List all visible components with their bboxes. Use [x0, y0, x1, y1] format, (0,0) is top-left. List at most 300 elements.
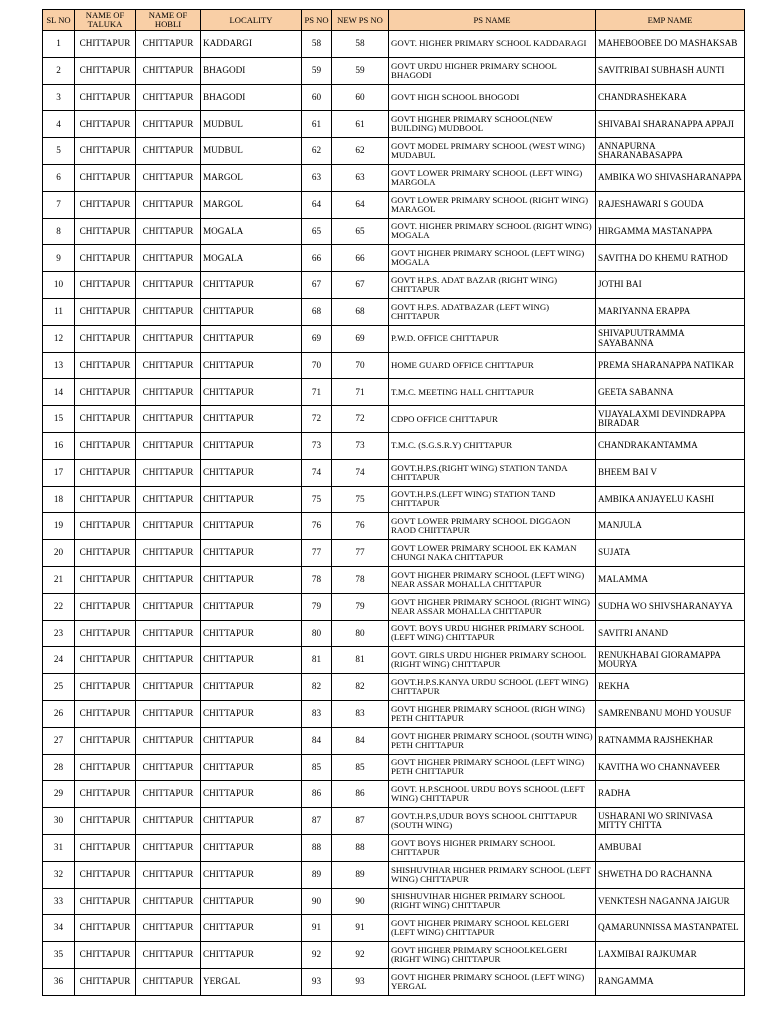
cell-emp-name: RAJESHAWARI S GOUDA: [596, 191, 745, 218]
table-row: [43, 566, 745, 593]
cell-new-ps-no: 90: [332, 888, 389, 915]
header-new-ps-no: NEW PS NO: [332, 10, 389, 31]
cell-ps-name: GOVT.H.P.S.(RIGHT WING) STATION TANDA CHITTAPUR: [389, 459, 596, 486]
table-row: [43, 325, 745, 352]
cell-sl-no: 2: [43, 57, 75, 84]
table-row: [43, 674, 745, 701]
cell-locality: MARGOL: [201, 191, 302, 218]
cell-new-ps-no: 93: [332, 968, 389, 995]
cell-hobli: CHITTAPUR: [136, 674, 201, 701]
cell-sl-no: 29: [43, 781, 75, 808]
cell-hobli: CHITTAPUR: [136, 620, 201, 647]
cell-locality: CHITTAPUR: [201, 406, 302, 433]
cell-sl-no: 14: [43, 379, 75, 406]
cell-taluka: CHITTAPUR: [75, 218, 136, 245]
cell-taluka: CHITTAPUR: [75, 754, 136, 781]
cell-emp-name: ANNAPURNA SHARANABASAPPA: [596, 138, 745, 165]
cell-ps-name: GOVT LOWER PRIMARY SCHOOL EK KAMAN CHUNGI NAKA CHITTAPUR: [389, 540, 596, 567]
cell-ps-no: 80: [302, 620, 332, 647]
cell-ps-name: GOVT. HIGHER PRIMARY SCHOOL KADDARAGI: [389, 31, 596, 58]
cell-locality: CHITTAPUR: [201, 888, 302, 915]
cell-sl-no: 17: [43, 459, 75, 486]
cell-sl-no: 27: [43, 727, 75, 754]
cell-ps-no: 78: [302, 566, 332, 593]
cell-sl-no: 13: [43, 352, 75, 379]
cell-emp-name: VENKTESH NAGANNA JAIGUR: [596, 888, 745, 915]
cell-emp-name: VIJAYALAXMI DEVINDRAPPA BIRADAR: [596, 406, 745, 433]
cell-emp-name: CHANDRAKANTAMMA: [596, 432, 745, 459]
table-row: [43, 942, 745, 969]
table-row: [43, 218, 745, 245]
cell-taluka: CHITTAPUR: [75, 781, 136, 808]
cell-taluka: CHITTAPUR: [75, 325, 136, 352]
cell-ps-name: GOVT HIGHER PRIMARY SCHOOL (LEFT WING) NEAR ASSAR MOHALLA CHITTAPUR: [389, 566, 596, 593]
table-row: [43, 459, 745, 486]
cell-hobli: CHITTAPUR: [136, 808, 201, 835]
cell-hobli: CHITTAPUR: [136, 352, 201, 379]
cell-new-ps-no: 72: [332, 406, 389, 433]
cell-sl-no: 20: [43, 540, 75, 567]
table-row: [43, 272, 745, 299]
table-body: [43, 31, 745, 996]
header-locality: LOCALITY: [201, 10, 302, 31]
cell-ps-name: GOVT H.P.S. ADATBAZAR (LEFT WING) CHITTAPUR: [389, 298, 596, 325]
cell-sl-no: 9: [43, 245, 75, 272]
cell-sl-no: 8: [43, 218, 75, 245]
cell-hobli: CHITTAPUR: [136, 164, 201, 191]
cell-new-ps-no: 78: [332, 566, 389, 593]
table-row: [43, 138, 745, 165]
cell-ps-no: 88: [302, 834, 332, 861]
cell-emp-name: AMBIKA ANJAYELU KASHI: [596, 486, 745, 513]
cell-new-ps-no: 70: [332, 352, 389, 379]
cell-locality: CHITTAPUR: [201, 781, 302, 808]
cell-taluka: CHITTAPUR: [75, 566, 136, 593]
cell-new-ps-no: 69: [332, 325, 389, 352]
cell-new-ps-no: 63: [332, 164, 389, 191]
cell-emp-name: GEETA SABANNA: [596, 379, 745, 406]
cell-locality: CHITTAPUR: [201, 834, 302, 861]
cell-emp-name: SAVITHA DO KHEMU RATHOD: [596, 245, 745, 272]
cell-ps-no: 85: [302, 754, 332, 781]
table-row: [43, 164, 745, 191]
cell-new-ps-no: 58: [332, 31, 389, 58]
cell-new-ps-no: 67: [332, 272, 389, 299]
cell-locality: CHITTAPUR: [201, 942, 302, 969]
cell-locality: BHAGODI: [201, 57, 302, 84]
cell-sl-no: 28: [43, 754, 75, 781]
table-row: [43, 915, 745, 942]
cell-ps-name: GOVT BOYS HIGHER PRIMARY SCHOOL CHITTAPUR: [389, 834, 596, 861]
cell-hobli: CHITTAPUR: [136, 379, 201, 406]
cell-taluka: CHITTAPUR: [75, 31, 136, 58]
cell-ps-name: GOVT. HIGHER PRIMARY SCHOOL (RIGHT WING) MOGALA: [389, 218, 596, 245]
cell-taluka: CHITTAPUR: [75, 647, 136, 674]
cell-taluka: CHITTAPUR: [75, 513, 136, 540]
table-row: [43, 781, 745, 808]
cell-ps-name: GOVT.H.P.S.(LEFT WING) STATION TAND CHITTAPUR: [389, 486, 596, 513]
cell-hobli: CHITTAPUR: [136, 968, 201, 995]
cell-locality: CHITTAPUR: [201, 808, 302, 835]
cell-new-ps-no: 80: [332, 620, 389, 647]
table-row: [43, 513, 745, 540]
cell-hobli: CHITTAPUR: [136, 138, 201, 165]
cell-sl-no: 19: [43, 513, 75, 540]
cell-ps-name: GOVT. BOYS URDU HIGHER PRIMARY SCHOOL (LEFT WING) CHITTAPUR: [389, 620, 596, 647]
cell-taluka: CHITTAPUR: [75, 164, 136, 191]
cell-new-ps-no: 62: [332, 138, 389, 165]
cell-locality: CHITTAPUR: [201, 727, 302, 754]
table-row: [43, 861, 745, 888]
cell-hobli: CHITTAPUR: [136, 888, 201, 915]
cell-hobli: CHITTAPUR: [136, 754, 201, 781]
cell-hobli: CHITTAPUR: [136, 700, 201, 727]
cell-sl-no: 34: [43, 915, 75, 942]
cell-ps-name: GOVT. GIRLS URDU HIGHER PRIMARY SCHOOL (RIGHT WING) CHITTAPUR: [389, 647, 596, 674]
table-row: [43, 406, 745, 433]
cell-ps-no: 68: [302, 298, 332, 325]
cell-new-ps-no: 81: [332, 647, 389, 674]
cell-new-ps-no: 76: [332, 513, 389, 540]
cell-hobli: CHITTAPUR: [136, 191, 201, 218]
cell-emp-name: LAXMIBAI RAJKUMAR: [596, 942, 745, 969]
cell-ps-no: 59: [302, 57, 332, 84]
cell-sl-no: 31: [43, 834, 75, 861]
cell-taluka: CHITTAPUR: [75, 138, 136, 165]
cell-ps-no: 93: [302, 968, 332, 995]
cell-emp-name: SHIVABAI SHARANAPPA APPAJI: [596, 111, 745, 138]
table-row: [43, 754, 745, 781]
cell-emp-name: PREMA SHARANAPPA NATIKAR: [596, 352, 745, 379]
table-header: [43, 10, 745, 31]
cell-taluka: CHITTAPUR: [75, 834, 136, 861]
table-row: [43, 245, 745, 272]
cell-emp-name: RENUKHABAI GIORAMAPPA MOURYA: [596, 647, 745, 674]
cell-new-ps-no: 92: [332, 942, 389, 969]
cell-ps-no: 86: [302, 781, 332, 808]
cell-locality: MOGALA: [201, 218, 302, 245]
cell-locality: CHITTAPUR: [201, 325, 302, 352]
cell-locality: CHITTAPUR: [201, 352, 302, 379]
cell-new-ps-no: 89: [332, 861, 389, 888]
cell-locality: CHITTAPUR: [201, 861, 302, 888]
cell-taluka: CHITTAPUR: [75, 942, 136, 969]
cell-ps-no: 61: [302, 111, 332, 138]
cell-sl-no: 36: [43, 968, 75, 995]
cell-sl-no: 32: [43, 861, 75, 888]
cell-hobli: CHITTAPUR: [136, 781, 201, 808]
cell-new-ps-no: 86: [332, 781, 389, 808]
cell-emp-name: KAVITHA WO CHANNAVEER: [596, 754, 745, 781]
cell-sl-no: 22: [43, 593, 75, 620]
cell-ps-no: 58: [302, 31, 332, 58]
cell-new-ps-no: 59: [332, 57, 389, 84]
cell-ps-name: GOVT LOWER PRIMARY SCHOOL (LEFT WING) MARGOLA: [389, 164, 596, 191]
cell-emp-name: MANJULA: [596, 513, 745, 540]
cell-ps-no: 65: [302, 218, 332, 245]
cell-ps-name: T.M.C. MEETING HALL CHITTAPUR: [389, 379, 596, 406]
table-row: [43, 700, 745, 727]
header-ps-no: PS NO: [302, 10, 332, 31]
cell-emp-name: USHARANI WO SRINIVASA MITTY CHITTA: [596, 808, 745, 835]
cell-ps-no: 92: [302, 942, 332, 969]
table-row: [43, 593, 745, 620]
cell-taluka: CHITTAPUR: [75, 540, 136, 567]
cell-ps-name: GOVT MODEL PRIMARY SCHOOL (WEST WING) MUDABUL: [389, 138, 596, 165]
cell-hobli: CHITTAPUR: [136, 57, 201, 84]
cell-locality: MARGOL: [201, 164, 302, 191]
cell-taluka: CHITTAPUR: [75, 298, 136, 325]
header-hobli: NAME OF HOBLI: [136, 10, 201, 31]
cell-taluka: CHITTAPUR: [75, 352, 136, 379]
cell-hobli: CHITTAPUR: [136, 834, 201, 861]
cell-hobli: CHITTAPUR: [136, 406, 201, 433]
cell-emp-name: RADHA: [596, 781, 745, 808]
cell-hobli: CHITTAPUR: [136, 459, 201, 486]
cell-sl-no: 26: [43, 700, 75, 727]
table-row: [43, 352, 745, 379]
cell-ps-name: HOME GUARD OFFICE CHITTAPUR: [389, 352, 596, 379]
cell-locality: CHITTAPUR: [201, 566, 302, 593]
table-row: [43, 84, 745, 111]
cell-hobli: CHITTAPUR: [136, 566, 201, 593]
cell-hobli: CHITTAPUR: [136, 31, 201, 58]
cell-taluka: CHITTAPUR: [75, 674, 136, 701]
cell-locality: CHITTAPUR: [201, 754, 302, 781]
cell-hobli: CHITTAPUR: [136, 861, 201, 888]
cell-hobli: CHITTAPUR: [136, 647, 201, 674]
header-ps-name: PS NAME: [389, 10, 596, 31]
cell-sl-no: 3: [43, 84, 75, 111]
cell-new-ps-no: 83: [332, 700, 389, 727]
cell-new-ps-no: 66: [332, 245, 389, 272]
cell-taluka: CHITTAPUR: [75, 700, 136, 727]
cell-emp-name: RATNAMMA RAJSHEKHAR: [596, 727, 745, 754]
cell-emp-name: CHANDRASHEKARA: [596, 84, 745, 111]
cell-locality: MUDBUL: [201, 111, 302, 138]
header-row: [43, 10, 745, 31]
cell-hobli: CHITTAPUR: [136, 272, 201, 299]
cell-taluka: CHITTAPUR: [75, 620, 136, 647]
cell-hobli: CHITTAPUR: [136, 513, 201, 540]
cell-taluka: CHITTAPUR: [75, 379, 136, 406]
cell-emp-name: QAMARUNNISSA MASTANPATEL: [596, 915, 745, 942]
cell-taluka: CHITTAPUR: [75, 272, 136, 299]
cell-ps-name: GOVT HIGHER PRIMARY SCHOOL (RIGHT WING) NEAR ASSAR MOHALLA CHITTAPUR: [389, 593, 596, 620]
cell-ps-no: 81: [302, 647, 332, 674]
cell-emp-name: SHIVAPUUTRAMMA SAYABANNA: [596, 325, 745, 352]
cell-emp-name: AMBUBAI: [596, 834, 745, 861]
cell-ps-name: GOVT. H.P.SCHOOL URDU BOYS SCHOOL (LEFT WING) CHITTAPUR: [389, 781, 596, 808]
cell-locality: CHITTAPUR: [201, 593, 302, 620]
cell-new-ps-no: 64: [332, 191, 389, 218]
cell-sl-no: 1: [43, 31, 75, 58]
cell-locality: CHITTAPUR: [201, 272, 302, 299]
cell-sl-no: 21: [43, 566, 75, 593]
cell-hobli: CHITTAPUR: [136, 218, 201, 245]
table-row: [43, 888, 745, 915]
cell-taluka: CHITTAPUR: [75, 968, 136, 995]
cell-sl-no: 10: [43, 272, 75, 299]
cell-locality: CHITTAPUR: [201, 540, 302, 567]
polling-station-table: [42, 9, 745, 996]
cell-ps-no: 82: [302, 674, 332, 701]
cell-ps-no: 76: [302, 513, 332, 540]
cell-taluka: CHITTAPUR: [75, 459, 136, 486]
cell-taluka: CHITTAPUR: [75, 593, 136, 620]
cell-hobli: CHITTAPUR: [136, 593, 201, 620]
cell-ps-name: SHISHUVIHAR HIGHER PRIMARY SCHOOL (RIGHT WING) CHITTAPUR: [389, 888, 596, 915]
header-taluka: NAME OF TALUKA: [75, 10, 136, 31]
cell-ps-no: 74: [302, 459, 332, 486]
cell-ps-no: 75: [302, 486, 332, 513]
table-row: [43, 191, 745, 218]
cell-ps-name: GOVT H.P.S. ADAT BAZAR (RIGHT WING) CHITTAPUR: [389, 272, 596, 299]
cell-ps-name: GOVT HIGHER PRIMARY SCHOOL (SOUTH WING) PETH CHITTAPUR: [389, 727, 596, 754]
cell-sl-no: 24: [43, 647, 75, 674]
cell-hobli: CHITTAPUR: [136, 942, 201, 969]
cell-ps-no: 69: [302, 325, 332, 352]
cell-ps-name: SHISHUVIHAR HIGHER PRIMARY SCHOOL (LEFT WING) CHITTAPUR: [389, 861, 596, 888]
cell-taluka: CHITTAPUR: [75, 861, 136, 888]
cell-emp-name: MAHEBOOBEE DO MASHAKSAB: [596, 31, 745, 58]
cell-hobli: CHITTAPUR: [136, 727, 201, 754]
table-row: [43, 57, 745, 84]
cell-sl-no: 35: [43, 942, 75, 969]
cell-sl-no: 33: [43, 888, 75, 915]
cell-hobli: CHITTAPUR: [136, 325, 201, 352]
cell-ps-no: 63: [302, 164, 332, 191]
cell-ps-no: 90: [302, 888, 332, 915]
cell-locality: CHITTAPUR: [201, 298, 302, 325]
cell-hobli: CHITTAPUR: [136, 540, 201, 567]
cell-locality: CHITTAPUR: [201, 379, 302, 406]
cell-ps-no: 67: [302, 272, 332, 299]
cell-ps-name: GOVT.H.P.S,UDUR BOYS SCHOOL CHITTAPUR (SOUTH WING): [389, 808, 596, 835]
cell-taluka: CHITTAPUR: [75, 111, 136, 138]
table-row: [43, 486, 745, 513]
cell-hobli: CHITTAPUR: [136, 245, 201, 272]
cell-ps-name: T.M.C. (S.G.S.R.Y) CHITTAPUR: [389, 432, 596, 459]
cell-locality: CHITTAPUR: [201, 432, 302, 459]
cell-taluka: CHITTAPUR: [75, 486, 136, 513]
cell-ps-no: 70: [302, 352, 332, 379]
cell-locality: CHITTAPUR: [201, 620, 302, 647]
cell-hobli: CHITTAPUR: [136, 486, 201, 513]
cell-emp-name: AMBIKA WO SHIVASHARANAPPA: [596, 164, 745, 191]
cell-new-ps-no: 82: [332, 674, 389, 701]
cell-taluka: CHITTAPUR: [75, 84, 136, 111]
cell-emp-name: MALAMMA: [596, 566, 745, 593]
cell-new-ps-no: 88: [332, 834, 389, 861]
cell-locality: MOGALA: [201, 245, 302, 272]
cell-ps-name: GOVT LOWER PRIMARY SCHOOL DIGGAON RAOD CHIITTAPUR: [389, 513, 596, 540]
table-row: [43, 432, 745, 459]
cell-ps-no: 79: [302, 593, 332, 620]
cell-new-ps-no: 71: [332, 379, 389, 406]
cell-taluka: CHITTAPUR: [75, 432, 136, 459]
cell-new-ps-no: 65: [332, 218, 389, 245]
table-row: [43, 31, 745, 58]
cell-ps-no: 72: [302, 406, 332, 433]
table-row: [43, 540, 745, 567]
cell-sl-no: 6: [43, 164, 75, 191]
cell-locality: BHAGODI: [201, 84, 302, 111]
cell-ps-no: 62: [302, 138, 332, 165]
cell-new-ps-no: 61: [332, 111, 389, 138]
cell-locality: MUDBUL: [201, 138, 302, 165]
cell-sl-no: 23: [43, 620, 75, 647]
cell-sl-no: 25: [43, 674, 75, 701]
table-row: [43, 298, 745, 325]
cell-emp-name: SAVITRI ANAND: [596, 620, 745, 647]
cell-new-ps-no: 91: [332, 915, 389, 942]
cell-ps-name: GOVT HIGHER PRIMARY SCHOOL (RIGH WING) PETH CHITTAPUR: [389, 700, 596, 727]
cell-locality: CHITTAPUR: [201, 513, 302, 540]
cell-emp-name: MARIYANNA ERAPPA: [596, 298, 745, 325]
cell-new-ps-no: 87: [332, 808, 389, 835]
cell-new-ps-no: 68: [332, 298, 389, 325]
header-sl-no: SL NO: [43, 10, 75, 31]
cell-ps-name: GOVT.H.P.S.KANYA URDU SCHOOL (LEFT WING) CHITTAPUR: [389, 674, 596, 701]
cell-ps-name: CDPO OFFICE CHITTAPUR: [389, 406, 596, 433]
table-row: [43, 111, 745, 138]
cell-hobli: CHITTAPUR: [136, 915, 201, 942]
cell-taluka: CHITTAPUR: [75, 727, 136, 754]
cell-emp-name: HIRGAMMA MASTANAPPA: [596, 218, 745, 245]
cell-locality: YERGAL: [201, 968, 302, 995]
table-row: [43, 379, 745, 406]
cell-ps-name: GOVT LOWER PRIMARY SCHOOL (RIGHT WING) MARAGOL: [389, 191, 596, 218]
cell-sl-no: 30: [43, 808, 75, 835]
cell-ps-name: GOVT HIGHER PRIMARY SCHOOL (LEFT WING) PETH CHITTAPUR: [389, 754, 596, 781]
cell-ps-no: 66: [302, 245, 332, 272]
cell-locality: CHITTAPUR: [201, 915, 302, 942]
cell-sl-no: 12: [43, 325, 75, 352]
cell-ps-no: 64: [302, 191, 332, 218]
cell-emp-name: SAMRENBANU MOHD YOUSUF: [596, 700, 745, 727]
cell-ps-no: 87: [302, 808, 332, 835]
cell-sl-no: 5: [43, 138, 75, 165]
cell-new-ps-no: 75: [332, 486, 389, 513]
cell-emp-name: BHEEM BAI V: [596, 459, 745, 486]
cell-hobli: CHITTAPUR: [136, 298, 201, 325]
cell-locality: CHITTAPUR: [201, 459, 302, 486]
cell-hobli: CHITTAPUR: [136, 432, 201, 459]
cell-ps-no: 73: [302, 432, 332, 459]
table-row: [43, 647, 745, 674]
cell-new-ps-no: 85: [332, 754, 389, 781]
header-emp-name: EMP NAME: [596, 10, 745, 31]
cell-taluka: CHITTAPUR: [75, 245, 136, 272]
cell-taluka: CHITTAPUR: [75, 406, 136, 433]
cell-ps-name: GOVT HIGHER PRIMARY SCHOOL (LEFT WING) MOGALA: [389, 245, 596, 272]
cell-hobli: CHITTAPUR: [136, 84, 201, 111]
cell-emp-name: SAVITRIBAI SUBHASH AUNTI: [596, 57, 745, 84]
cell-ps-name: GOVT HIGHER PRIMARY SCHOOL KELGERI (LEFT WING) CHITTAPUR: [389, 915, 596, 942]
cell-ps-name: GOVT HIGHER PRIMARY SCHOOL(NEW BUILDING) MUDBOOL: [389, 111, 596, 138]
cell-new-ps-no: 73: [332, 432, 389, 459]
table-row: [43, 808, 745, 835]
cell-ps-no: 60: [302, 84, 332, 111]
cell-ps-name: GOVT HIGH SCHOOL BHOGODI: [389, 84, 596, 111]
cell-taluka: CHITTAPUR: [75, 191, 136, 218]
cell-locality: CHITTAPUR: [201, 700, 302, 727]
cell-new-ps-no: 79: [332, 593, 389, 620]
table-row: [43, 620, 745, 647]
cell-sl-no: 16: [43, 432, 75, 459]
cell-sl-no: 18: [43, 486, 75, 513]
